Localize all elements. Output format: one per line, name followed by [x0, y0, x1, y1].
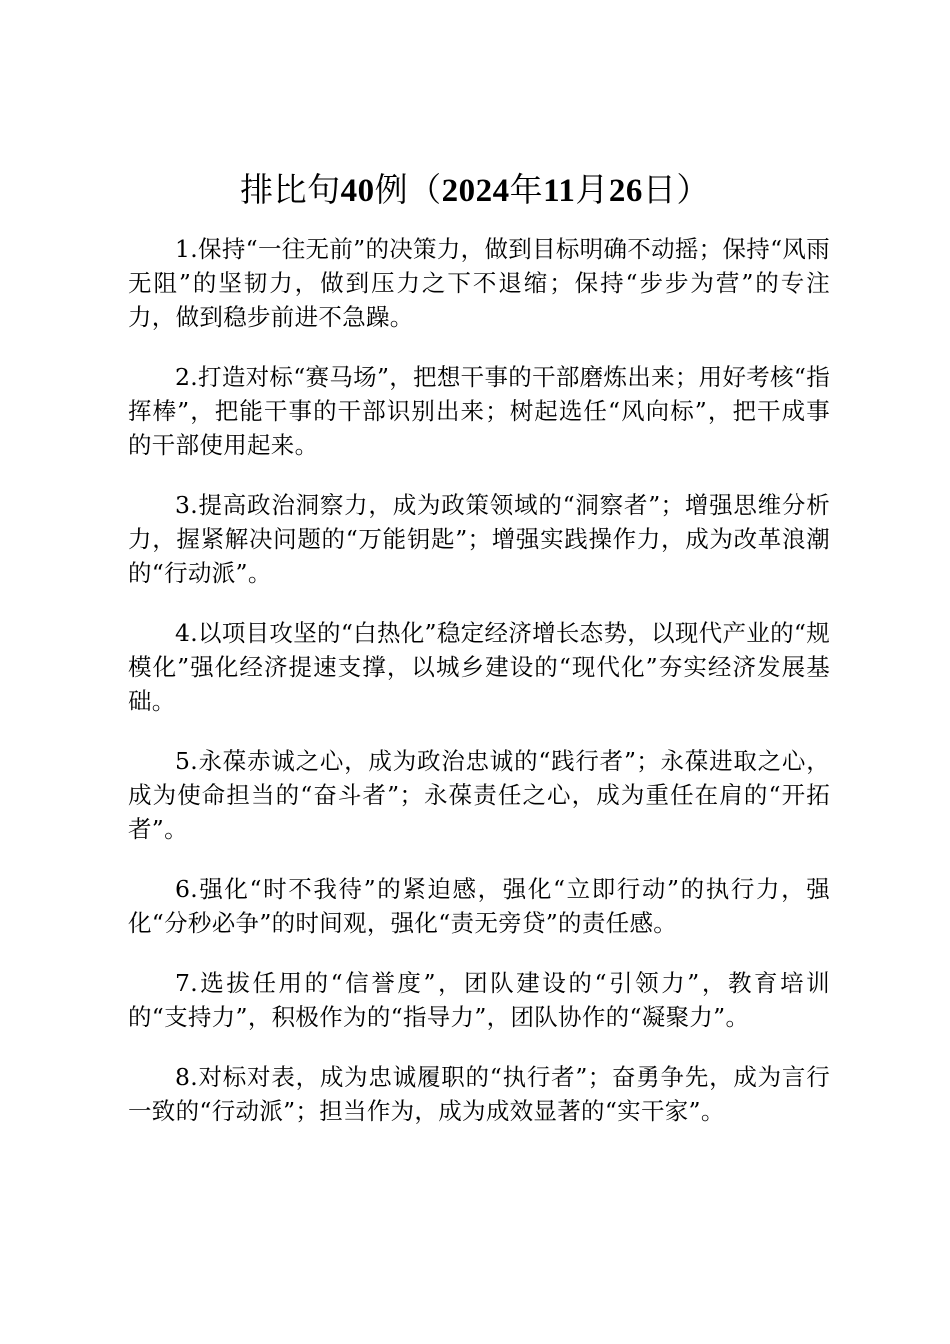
paragraph-7: 7.选拔任用的“信誉度”，团队建设的“引领力”，教育培训的“支持力”，积极作为的“指导力”，团队协作的“凝聚力”。	[128, 969, 830, 1031]
title-middle: 例（	[374, 170, 442, 209]
paragraph-6: 6.强化“时不我待”的紧迫感，强化“立即行动”的执行力，强化“分秒必争”的时间观，强化“责无旁贷”的责任感。	[128, 875, 830, 937]
page-title	[0, 168, 950, 213]
title-prefix: 排比句	[240, 170, 341, 209]
title-day-suffix: 日）	[642, 170, 710, 209]
title-count: 40	[340, 173, 375, 209]
paragraph-3: 3.提高政治洞察力，成为政策领域的“洞察者”；增强思维分析力，握紧解决问题的“万能钥匙”；增强实践操作力，成为改革浪潮的“行动派”。	[128, 491, 830, 587]
document-body	[128, 232, 830, 1154]
title-day: 26	[608, 173, 643, 209]
paragraph-4: 4.以项目攻坚的“白热化”稳定经济增长态势，以现代产业的“规模化”强化经济提速支撑，以城乡建设的“现代化”夯实经济发展基础。	[128, 619, 830, 715]
title-month: 11	[543, 173, 576, 209]
paragraph-1: 1.保持“一往无前”的决策力，做到目标明确不动摇；保持“风雨无阻”的坚韧力，做到压力之下不退缩；保持“步步为营”的专注力，做到稳步前进不急躁。	[128, 235, 830, 331]
paragraph-5: 5.永葆赤诚之心，成为政治忠诚的“践行者”；永葆进取之心，成为使命担当的“奋斗者”；永葆责任之心，成为重任在肩的“开拓者”。	[128, 747, 830, 843]
title-month-suffix: 月	[575, 170, 609, 209]
paragraph-8: 8.对标对表，成为忠诚履职的“执行者”；奋勇争先，成为言行一致的“行动派”；担当作为，成为成效显著的“实干家”。	[128, 1063, 830, 1125]
title-year: 2024	[441, 173, 510, 209]
title-year-suffix: 年	[509, 170, 544, 209]
paragraph-2: 2.打造对标“赛马场”，把想干事的干部磨炼出来；用好考核“指挥棒”，把能干事的干部识别出来；树起选任“风向标”，把干成事的干部使用起来。	[128, 363, 830, 459]
